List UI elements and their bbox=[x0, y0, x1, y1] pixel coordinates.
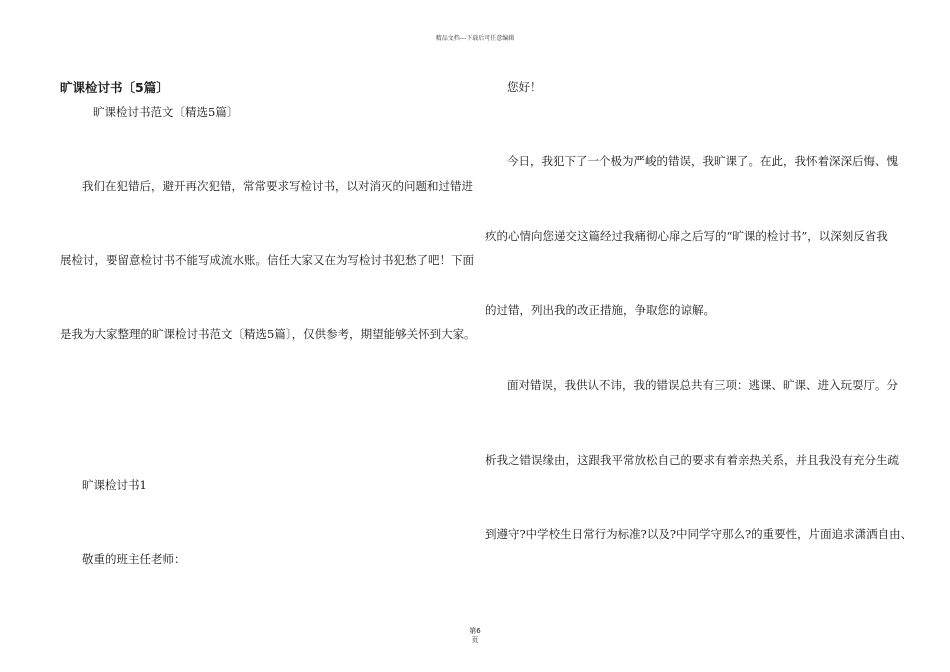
intro-line-2: 展检讨，要留意检讨书不能写成流水账。信任大家又在为写检讨书犯愁了吧！下面 bbox=[60, 253, 474, 267]
paragraph-1-line-1: 今日，我犯下了一个极为严峻的错误，我旷课了。在此，我怀着深深后悔、愧 bbox=[507, 154, 898, 168]
paragraph-2-line-2: 析我之错误缘由，这跟我平常放松自己的要求有着亲热关系，并且我没有充分生疏 bbox=[485, 453, 899, 467]
paragraph-2-line-1: 面对错误，我供认不讳，我的错误总共有三项：逃课、旷课、进入玩耍厅。分 bbox=[507, 378, 898, 392]
salutation: 敬重的班主任老师： bbox=[82, 552, 186, 566]
page-header: 精品文档---下载后可任意编辑 bbox=[435, 35, 515, 42]
page-prefix: 第 bbox=[469, 627, 477, 635]
page-footer bbox=[0, 627, 950, 645]
document-title: 旷课检讨书〔5篇〕 bbox=[60, 80, 169, 95]
section-heading: 旷课检讨书1 bbox=[82, 478, 147, 492]
page-number: 6 bbox=[476, 627, 481, 635]
intro-line-3: 是我为大家整理的旷课检讨书范文〔精选5篇〕，仅供参考，期望能够关怀到大家。 bbox=[60, 327, 476, 341]
intro-line-1: 我们在犯错后，避开再次犯错，常常要求写检讨书，以对消灭的问题和过错进 bbox=[82, 179, 473, 193]
page-number-line bbox=[0, 627, 950, 636]
paragraph-1-line-3: 的过错，列出我的改正措施，争取您的谅解。 bbox=[485, 303, 715, 317]
document-subtitle: 旷课检讨书范文〔精选5篇〕 bbox=[93, 105, 239, 119]
page-suffix: 页 bbox=[471, 636, 479, 644]
paragraph-2-line-3: 到遵守?中学校生日常行为标准?以及?中同学守那么?的重要性，片面追求潇洒自由、 bbox=[485, 527, 913, 541]
greeting: 您好！ bbox=[507, 80, 542, 94]
paragraph-1-line-2: 疚的心情向您递交这篇经过我痛彻心扉之后写的“旷课的检讨书”，以深刻反省我 bbox=[485, 229, 888, 243]
